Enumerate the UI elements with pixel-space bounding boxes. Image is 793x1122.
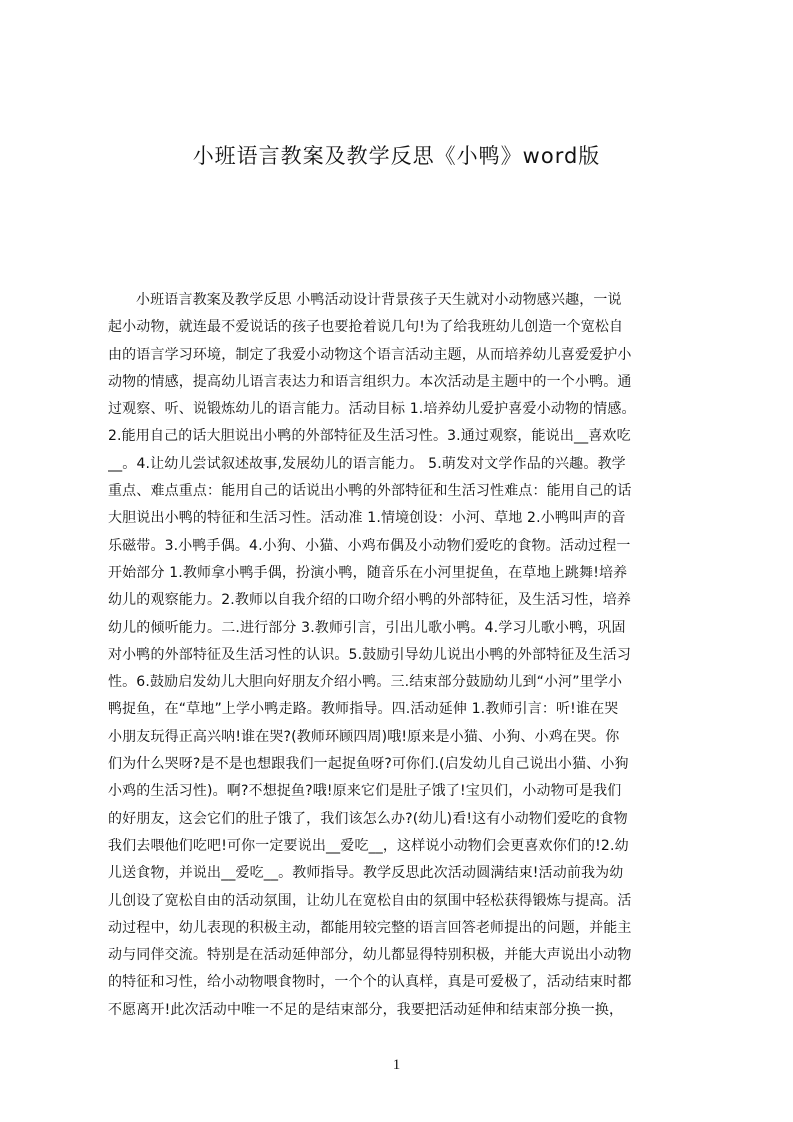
body-line: 动过程中，幼儿表现的积极主动，都能用较完整的语言回答老师提出的问题，并能主 bbox=[108, 919, 632, 936]
body-line: 小班语言教案及教学反思 小鸭活动设计背景孩子天生就对小动物感兴趣，一说 bbox=[136, 292, 622, 308]
document-title: 小班语言教案及教学反思《小鸭》word版 bbox=[192, 144, 601, 168]
body-line: 起小动物，就连最不爱说话的孩子也要抢着说几句!为了给我班幼儿创造一个宽松自 bbox=[108, 319, 624, 336]
body-line: 动与同伴交流。特别是在活动延伸部分，幼儿都显得特别积极，并能大声说出小动物 bbox=[108, 947, 632, 964]
body-line: 过观察、听、说锻炼幼儿的语言能力。活动目标 1.培养幼儿爱护喜爱小动物的情感。 bbox=[108, 401, 636, 418]
body-line: 动物的情感，提高幼儿语言表达力和语言组织力。本次活动是主题中的一个小鸭。通 bbox=[108, 373, 632, 390]
body-line: 鸭捉鱼，在“草地”上学小鸭走路。教师指导。四.活动延伸 1.教师引言：听!谁在哭 bbox=[108, 701, 619, 718]
body-line: 儿创设了宽松自由的活动氛围，让幼儿在宽松自由的氛围中轻松获得锻炼与提高。活 bbox=[108, 892, 632, 909]
body-line: 小鸡的生活习性)。啊?不想捉鱼?哦!原来它们是肚子饿了!宝贝们，小动物可是我们 bbox=[108, 783, 622, 800]
page-number: 1 bbox=[392, 1057, 401, 1073]
body-line: 儿送食物，并说出__爱吃__。教师指导。教学反思此次活动圆满结束!活动前我为幼 bbox=[108, 865, 624, 882]
body-line: 大胆说出小鸭的特征和生活习性。活动准 1.情境创设：小河、草地 2.小鸭叫声的音 bbox=[108, 510, 626, 527]
body-line: 幼儿的观察能力。2.教师以自我介绍的口吻介绍小鸭的外部特征，及生活习性，培养 bbox=[108, 592, 632, 609]
body-line: 2.能用自己的话大胆说出小鸭的外部特征及生活习性。3.通过观察，能说出__喜欢吃 bbox=[108, 428, 631, 445]
body-line: 由的语言学习环境，制定了我爱小动物这个语言活动主题，从而培养幼儿喜爱爱护小 bbox=[108, 346, 632, 363]
body-line: 重点、难点重点：能用自己的话说出小鸭的外部特征和生活习性难点：能用自己的话 bbox=[108, 483, 632, 500]
body-line: 的好朋友，这会它们的肚子饿了，我们该怎么办?(幼儿)看!这有小动物们爱吃的食物 bbox=[108, 810, 628, 827]
body-line: __。4.让幼儿尝试叙述故事,发展幼儿的语言能力。 5.萌发对文学作品的兴趣。教学 bbox=[108, 455, 626, 472]
body-line: 们为什么哭呀?是不是也想跟我们一起捉鱼呀?可你们.(启发幼儿自己说出小猫、小狗 bbox=[108, 756, 629, 773]
body-line: 性。6.鼓励启发幼儿大胆向好朋友介绍小鸭。三.结束部分鼓励幼儿到“小河”里学小 bbox=[108, 674, 623, 691]
body-line: 乐磁带。3.小鸭手偶。4.小狗、小猫、小鸡布偶及小动物们爱吃的食物。活动过程一 bbox=[108, 537, 631, 554]
body-line: 我们去喂他们吃吧!可你一定要说出__爱吃__，这样说小动物们会更喜欢你们的!2.幼 bbox=[108, 837, 629, 854]
document-body bbox=[108, 287, 698, 1027]
body-line: 的特征和习性，给小动物喂食物时，一个个的认真样，真是可爱极了，活动结束时都 bbox=[108, 974, 632, 991]
body-line: 幼儿的倾听能力。二.进行部分 3.教师引言，引出儿歌小鸭。4.学习儿歌小鸭，巩固 bbox=[108, 619, 626, 636]
body-line: 对小鸭的外部特征及生活习性的认识。5.鼓励引导幼儿说出小鸭的外部特征及生活习 bbox=[108, 646, 632, 663]
body-line: 小朋友玩得正高兴呐!谁在哭?(教师环顾四周)哦!原来是小猫、小狗、小鸡在哭。你 bbox=[108, 728, 620, 745]
body-line: 开始部分 1.教师拿小鸭手偶，扮演小鸭，随音乐在小河里捉鱼，在草地上跳舞!培养 bbox=[108, 564, 628, 581]
body-line: 不愿离开!此次活动中唯一不足的是结束部分，我要把活动延伸和结束部分换一换， bbox=[108, 1001, 624, 1018]
